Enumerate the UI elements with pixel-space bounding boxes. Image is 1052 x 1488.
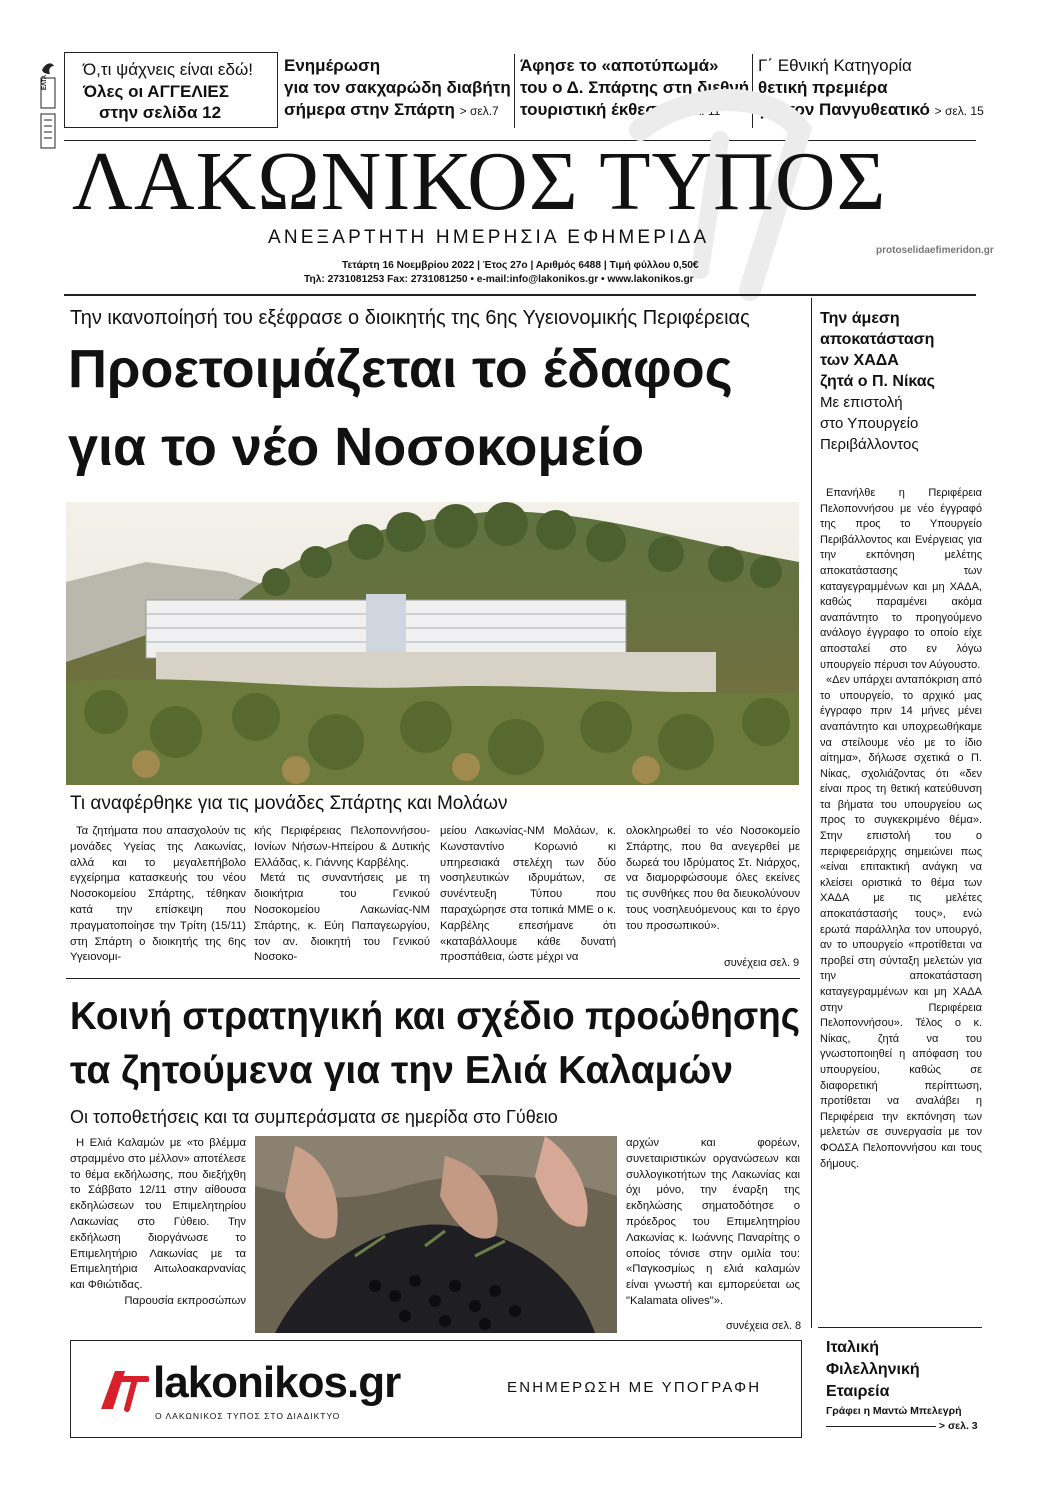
main-col4-text: ολοκληρωθεί το νέο Νοσοκομείο Σπάρτης, που θα ανεγερθεί με δωρεά του Ιδρύματος Στ. Νιάρχος, να διαμορφώσουμε όλες εκείνες τις συνθήκες που θα διευκολύνουν τους νοσηλευόμενους και το έργο του προσωπικού». (626, 825, 800, 932)
masthead-title: ΛΑΚΩΝΙΚΟΣ ΤΥΠΟΣ (72, 135, 887, 228)
second-continuation[interactable]: συνέχεια σελ. 8 (726, 1320, 802, 1332)
olives-photo (255, 1136, 617, 1333)
second-col1-text: Η Ελιά Καλαμών με «το βλέμμα στραμμένο στο μέλλον» αποτέλεσε το θέμα εκδήλωσης, που διεξήχθη το Σάββατο 12/11 στην αίθουσα εκδηλώσεων του Επιμελητηρίου Λακωνίας στο Γύθειο. Την εκδήλωση διοργάνωσε το Επιμελητήριο Λακωνίας με τα Επιμελητήρια Αιτωλοακαρνανίας και Φθιώτιδας. (70, 1137, 246, 1292)
sidebar-headline-1: Την άμεση (820, 310, 900, 327)
classifieds-teaser[interactable] (64, 52, 278, 128)
main-column-2 (254, 824, 430, 966)
sidebar-teaser[interactable] (826, 1337, 986, 1433)
second-subheading: Οι τοποθετήσεις και τα συμπεράσματα σε ημερίδα στο Γύθειο (70, 1107, 558, 1127)
second-column-1 (70, 1136, 246, 1310)
sidebar-body (820, 486, 982, 1172)
second-col1b-text: Παρουσία εκπροσώπων (124, 1294, 246, 1307)
sidebar-teaser-line1: Ιταλική (826, 1339, 880, 1356)
sidebar-sub-1: Με επιστολή (820, 394, 903, 411)
source-watermark: protoselidaefimeridon.gr (876, 245, 994, 256)
sidebar-paragraph-1: Επανήλθε η Περιφέρεια Πελοποννήσου με νέο έγγραφό της προς το Υπουργείο Περιβάλλοντος και Ενέργειας για την εκπόνηση μελέτης αποκατάστασης των καταγεγραμμένων και μη ΧΑΔΑ, καθώς παραμένει ακόμα αναπάντητο το προηγούμενο ανάλογο έγγραφο το οποίο είχε αποσταλεί στο εν λόγω υπουργείο πέρυσι τον Αύγουστο. (820, 487, 982, 671)
classifieds-line1: Ό,τι ψάχνεις είναι εδώ! (83, 60, 253, 79)
main-col3-text: μείου Λακωνίας-ΝΜ Μολάων, κ. Κωνσταντίνο Κορωνιό κι υπηρεσιακά στελέχη των δύο νοσηλευτικών ιδρυμάτων, σε συνέντευξη Τύπου που παραχώρησε στα τοπικά ΜΜΕ ο κ. Καρβέλης επεσήμανε ότι «καταβάλλουμε κάθε δυνατή προσπάθεια, ώστε μέχρι να (440, 825, 616, 964)
ad-logo-text: lakonikos.gr (153, 1358, 401, 1407)
elta-bird-icon (38, 56, 58, 152)
teaser-diabetes-page: > σελ.7 (459, 104, 499, 118)
teaser-tourism-line1: Άφησε το «αποτύπωμά» (520, 56, 719, 75)
ad-tagline: Ο ΛΑΚΩΝΙΚΟΣ ΤΥΠΟΣ ΣΤΟ ΔΙΑΔΙΚΤΥΟ (155, 1411, 341, 1421)
classifieds-line2: Όλες οι ΑΓΓΕΛΙΕΣ (83, 82, 229, 101)
story-rule (66, 978, 800, 979)
sidebar-teaser-page: > σελ. 3 (938, 1420, 978, 1432)
ad-logo-mark-text (149, 1365, 150, 1366)
main-continuation[interactable]: συνέχεια σελ. 9 (724, 957, 800, 969)
teaser-tourism-page: > σελ. 11 (672, 104, 721, 118)
second-col2-text: αρχών και φορέων, συνεταιριστικών οργανώσεων και συλλογικοτήτων της Λακωνίας και όχι μόνο, την έναρξη της εκδηλώσης σηματοδότησε ο πρόεδρος του Επιμελητηρίου Λακωνίας κ. Ιωάννης Παναρίτης ο οποίος τόνισε στην ομιλία του: «Παγκοσμίως η ελιά καλαμών είναι γνωστή και εμπορεύεται ως "Kalamata olives"». (626, 1137, 800, 1307)
elta-label: ΕΛΤΑ (42, 74, 48, 90)
main-col2b-text: Μετά τις συναντήσεις με τη διοικήτρια του Γενικού Νοσοκομείου Λακωνίας-ΝΜ Σπάρτης, κ. Εύη Παπαγεωργίου, τον αν. διοικητή του Γενικού Νοσοκο- (254, 872, 430, 964)
sidebar-teaser-line2: Φιλελληνική (826, 1361, 920, 1378)
teaser-diabetes-line3: σήμερα στην Σπάρτη (284, 100, 455, 119)
sidebar-headline-4: ζητά ο Π. Νίκας (820, 373, 935, 390)
teaser-diabetes[interactable] (284, 56, 510, 128)
hospital-photo (66, 502, 799, 785)
main-column-1 (70, 824, 246, 966)
sidebar-headline-2: αποκατάσταση (820, 331, 935, 348)
teaser-tourism-line2: του ο Δ. Σπάρτης στη διεθνή (520, 78, 750, 97)
main-kicker: Την ικανοποίησή του εξέφρασε ο διοικητής της 6ης Υγειονομικής Περιφέρειας (70, 307, 750, 329)
teaser-football-page: > σελ. 15 (934, 104, 984, 118)
classifieds-line3: στην σελίδα 12 (99, 103, 222, 122)
sidebar-divider (811, 298, 812, 1328)
sidebar-sub-2: στο Υπουργείο (820, 415, 919, 432)
main-headline-line1: Προετοιμάζεται το έδαφος (68, 339, 733, 399)
main-column-3 (440, 824, 616, 966)
main-subheading: Τι αναφέρθηκε για τις μονάδες Σπάρτης και Μολάων (70, 793, 508, 814)
sidebar-rule (818, 1327, 982, 1328)
sidebar-paragraph-2: «Δεν υπάρχει ανταπόκριση από το υπουργείο, το αρχικό μας έγγραφο πριν 14 μήνες μένει αναπάντητο και υποχρεωθήκαμε να στείλουμε νέο με το ίδιο αίτημα», δήλωσε σχετικά ο Π. Νίκας, σχολιάζοντας ότι «δεν είναι προς τη θετική κατεύθυνση τα βήματα του υπουργείου ως προς το συγκεκριμένο θέμα». Στην επιστολή του ο περιφερειάρχης σημειώνει πως «είναι επιτακτική ανάγκη να κλείσει οριστικά το θέμα των ΧΑΔΑ με τις μελέτες αποκατάστασής τους», ενώ ερωτά παράλληλα τον υπουργό, αν το υπουργείο «προτίθεται να προβεί στη σύνταξη μελετών για την αποκατάσταση καταγεγραμμένων και μη ΧΑΔΑ στην Περιφέρεια Πελοποννήσου». Τέλος ο κ. Νίκας, ζητά να του γνωστοποιηθεί η απόφαση του υπουργείου, καθώς σε διαφορετική περίπτωση, προτίθεται να αναλάβει η Περιφέρεια την εκπόνηση των μελετών σε συνεργασία με τον ΦΟΔΣΑ Πελοποννήσου και τους δήμους. (820, 674, 982, 1170)
teaser-diabetes-line1: Ενημέρωση (284, 56, 381, 75)
issue-info: Τετάρτη 16 Νοεμβρίου 2022 | Έτος 27ο | Αριθμός 6488 | Τιμή φύλλου 0,50€ (342, 260, 699, 271)
main-headline-line2: για το νέο Νοσοκομείο (68, 417, 645, 477)
sidebar-teaser-line3: Εταιρεία (826, 1383, 890, 1400)
masthead-subtitle: ΑΝΕΞΑΡΤΗΤΗ ΗΜΕΡΗΣΙΑ ΕΦΗΜΕΡΙΔΑ (268, 227, 710, 248)
main-col1-text: Τα ζητήματα που απασχολούν τις μονάδες Υγείας της Λακωνίας, αλλά και το μεγαλεπήβολο εγχείρημα κατασκευής του νέου Νοσοκομείου Σπάρτης, τέθηκαν κατά την επίσκεψη που πραγματοποίησε την Τρίτη (15/11) στη Σπάρτη ο διοικητής της 6ης Υγειονομι- (70, 825, 246, 964)
main-column-4 (626, 824, 800, 935)
masthead-rule (64, 294, 976, 296)
sidebar-byline: Γράφει η Μαντώ Μπελεγρή (826, 1405, 962, 1417)
second-headline-line2: τα ζητούμενα για την Ελιά Καλαμών (70, 1049, 734, 1092)
ad-logo-mark (95, 1365, 149, 1413)
teaser-diabetes-line2: για τον σακχαρώδη διαβήτη (284, 78, 511, 97)
teaser-football-line1: Γ΄ Εθνική Κατηγορία (758, 56, 912, 75)
elta-stamp (38, 56, 58, 152)
teaser-football-line2: θετική πρεμιέρα (758, 78, 888, 97)
lakonikos-ad[interactable] (70, 1340, 802, 1438)
contact-info: Τηλ: 2731081253 Fax: 2731081250 • e-mail:info@lakonikos.gr • www.lakonikos.gr (304, 274, 694, 285)
teaser-tourism-line3: τουριστική έκθεση (520, 100, 668, 119)
main-col2-text: κής Περιφέρειας Πελοποννήσου-Ιονίων Νήσων-Ηπείρου & Δυτικής Ελλάδας, κ. Γιάννης Καρβέλης. (254, 825, 430, 869)
ad-slogan: ΕΝΗΜΕΡΩΣΗ ΜΕ ΥΠΟΓΡΑΦΗ (507, 1379, 762, 1396)
teaser-divider (514, 54, 515, 128)
teaser-football-line3: για τον Πανγυθεατικό (758, 100, 930, 119)
second-column-2 (626, 1136, 800, 1310)
sidebar-sub-3: Περιβάλλοντος (820, 436, 919, 453)
second-headline-line1: Κοινή στρατηγική και σχέδιο προώθησης (70, 995, 801, 1038)
sidebar-story (820, 308, 982, 455)
sidebar-headline-3: των ΧΑΔΑ (820, 352, 899, 369)
